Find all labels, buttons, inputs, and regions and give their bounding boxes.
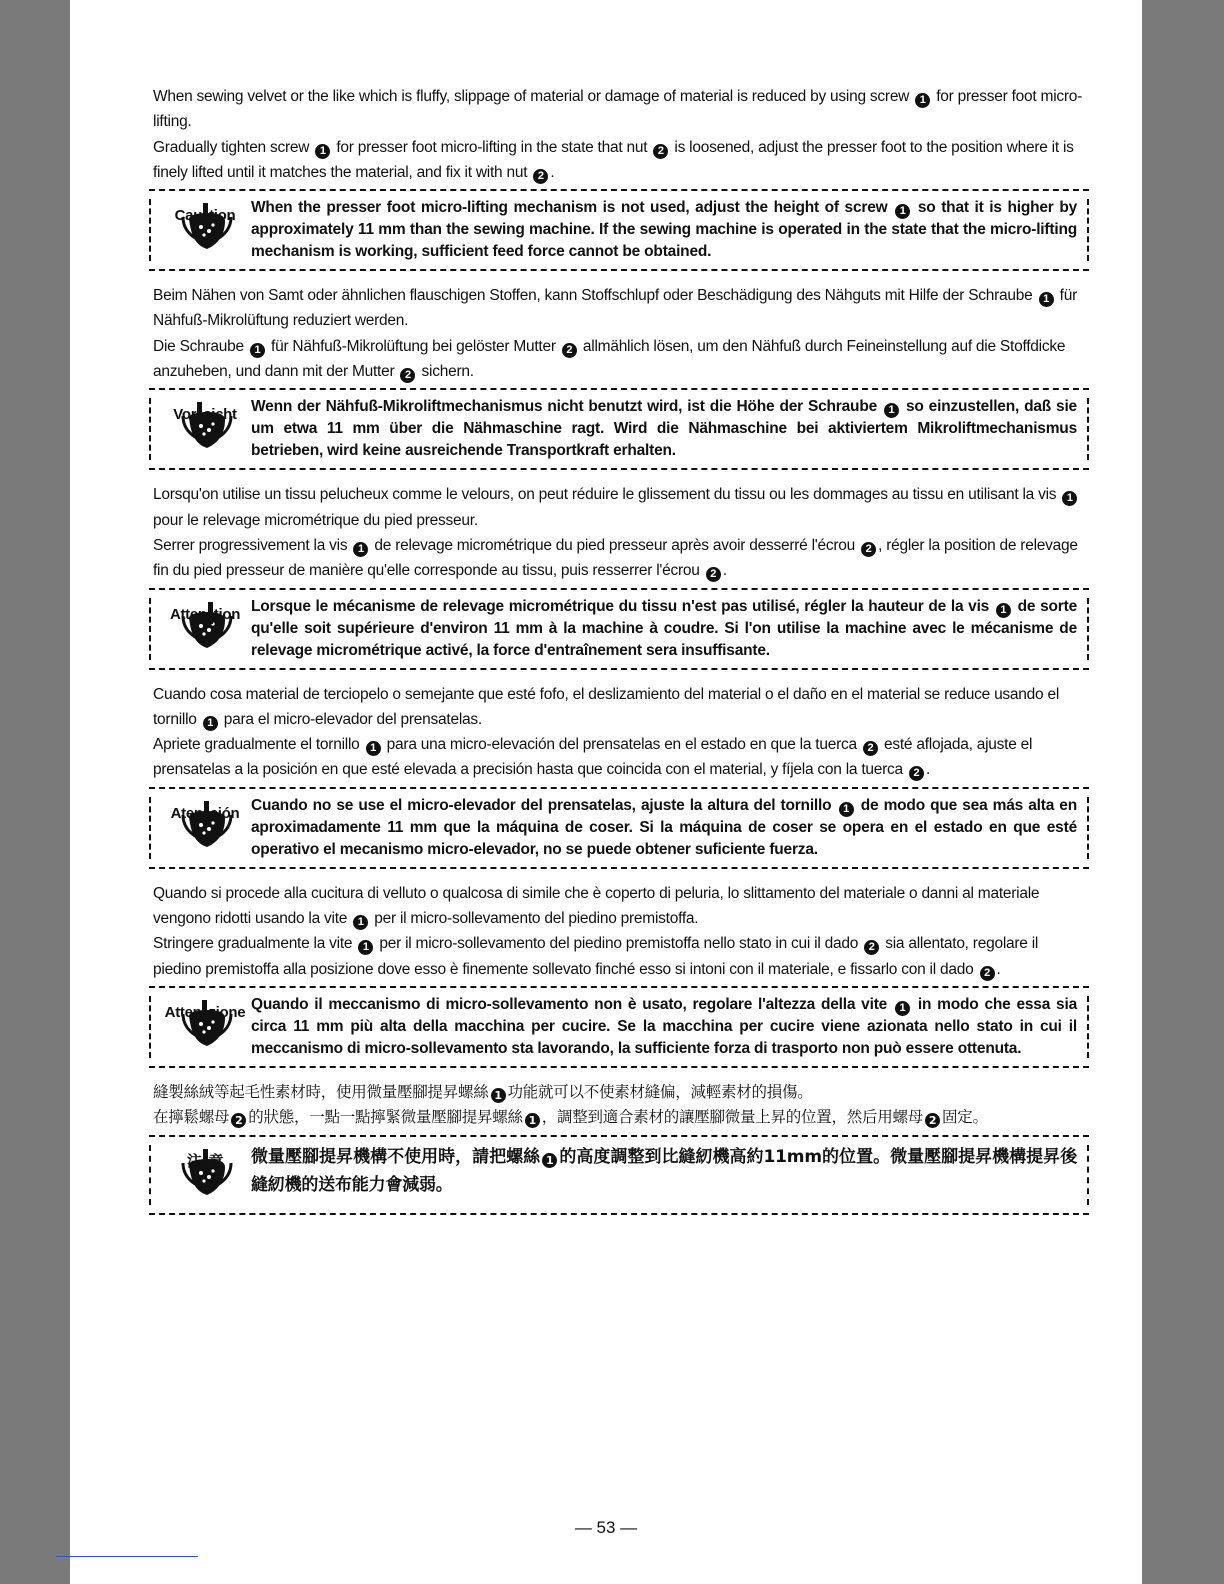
caution-box <box>149 588 1089 670</box>
body-paragraph: Gradually tighten screw 1 for presser foot micro-lifting in the state that nut 2 is loosened, adjust the presser foot to the position where it is finely lifted until it matches the material, and fix it with nut 2 . <box>153 138 1074 182</box>
part-number-1: 1 <box>315 144 330 159</box>
part-number-1: 1 <box>250 343 265 358</box>
caution-label: Aten ción <box>159 801 251 823</box>
part-number-2: 2 <box>925 1113 940 1128</box>
caution-box <box>149 1135 1089 1215</box>
body-paragraph: Quando si procede alla cucitura di velluto o qualcosa di simile che è coperto di peluria, lo slittamento del materiale o danni al materiale vengono ridotti usando la vite 1 per il micro-sollevamento del piedino premistoffa. <box>153 884 1040 929</box>
part-number-1: 1 <box>895 1001 910 1016</box>
part-number-1: 1 <box>366 741 381 756</box>
caution-box <box>149 787 1089 869</box>
part-number-1: 1 <box>895 204 910 219</box>
body-paragraph: Die Schraube 1 für Nähfuß-Mikrolüftung bei gelöster Mutter 2 allmählich lösen, um den Nähfuß durch Feineinstellung auf die Stoffdicke anzuheben, und dann mit der Mutter 2 sichern. <box>153 337 1066 382</box>
body-paragraph: Apriete gradualmente el tornillo 1 para una micro-elevación del prensatelas en el estado en que la tuerca 2 esté aflojada, ajuste el prensatelas a la posición en que esté elevada a precisión hasta que coincida con el material, y fíjela con la tuerca 2 . <box>153 736 1033 780</box>
caution-label: Cau tion <box>159 203 251 225</box>
section-it <box>153 881 1087 1068</box>
body-paragraph: Lorsqu'on utilise un tissu pelucheux comme le velours, on peut réduire le glissement du tissu ou les dommages au tissu en utilisant la vis 1 pour le relevage micrométrique du pied presseur. <box>153 482 1087 533</box>
content <box>153 84 1087 1227</box>
caution-label: Atten zione <box>159 1000 251 1022</box>
part-number-1: 1 <box>491 1088 506 1103</box>
part-number-1: 1 <box>353 542 368 557</box>
part-number-1: 1 <box>1039 292 1054 307</box>
caution-hand-icon <box>155 994 251 1058</box>
part-number-2: 2 <box>980 966 995 981</box>
caution-hand-icon <box>155 795 251 859</box>
body-paragraph: Stringere gradualmente la vite 1 per il micro-sollevamento del piedino premistoffa nello stato in cui il dado 2 sia allentato, regolare il piedino premistoffa alla posizione dove esso è finemente sollevato finché esso si intoni con il materiale, e fissarlo con il dado 2 . <box>153 935 1039 979</box>
part-number-2: 2 <box>861 542 876 557</box>
part-number-2: 2 <box>909 766 924 781</box>
section-es <box>153 682 1087 869</box>
caution-box <box>149 986 1089 1068</box>
part-number-1: 1 <box>1062 491 1077 506</box>
body-paragraph: Serrer progressivement la vis 1 de relevage micrométrique du pied presseur après avoir desserré l'écrou 2 , régler la position de relevage fin du pied presseur de manière qu'elle corresponde au tissu, puis resserrer l'écrou 2 . <box>153 536 1078 581</box>
part-number-2: 2 <box>706 567 721 582</box>
part-number-2: 2 <box>400 368 415 383</box>
part-number-2: 2 <box>864 940 879 955</box>
part-number-1: 1 <box>353 915 368 930</box>
part-number-1: 1 <box>203 716 218 731</box>
part-number-1: 1 <box>839 802 854 817</box>
body-paragraph: Cuando cosa material de terciopelo o semejante que esté fofo, el deslizamiento del material o el daño en el material se reduce usando el tornillo 1 para el micro-elevador del prensatelas. <box>153 685 1060 729</box>
caution-label: Vor sicht <box>159 402 251 424</box>
part-number-1: 1 <box>358 940 373 955</box>
part-number-1: 1 <box>915 93 930 108</box>
part-number-1: 1 <box>884 403 899 418</box>
section-en <box>153 84 1087 271</box>
part-number-2: 2 <box>231 1113 246 1128</box>
part-number-2: 2 <box>863 741 878 756</box>
part-number-1: 1 <box>542 1153 557 1168</box>
caution-label: Atten tion <box>159 602 251 624</box>
caution-box <box>149 388 1089 470</box>
caution-box <box>149 189 1089 271</box>
part-number-2: 2 <box>533 169 548 184</box>
caution-hand-icon <box>155 197 251 261</box>
caution-text: Wenn der Nähfuß-Mikroliftmechanismus nicht benutzt wird, ist die Höhe der Schraube 1 so einzustellen, daß sie um etwa 11 mm über die Nähmaschine ragt. Wird die Nähmaschine bei aktiviertem Mikroliftmechanismus betrieben, wird keine ausreichende Transportkraft erhalten. <box>251 398 1077 460</box>
manual-page <box>70 0 1142 1584</box>
part-number-2: 2 <box>653 144 668 159</box>
caution-hand-icon <box>155 596 251 660</box>
caution-hand-icon <box>155 396 251 460</box>
part-number-2: 2 <box>562 343 577 358</box>
page-number: — 53 — <box>574 1518 638 1537</box>
body-paragraph: 在擰鬆螺母 2 的狀態，一點一點擰緊微量壓腳提昇螺絲 1 ，調整到適合素材的讓壓腳微量上昇的位置，然后用螺母 2 固定。 <box>153 1108 988 1128</box>
section-fr <box>153 482 1087 669</box>
caution-text: 微量壓腳提昇機構不使用時，請把螺絲 1 的高度調整到比縫紉機高約11mm的位置。微量壓腳提昇機構提昇後縫紉機的送布能力會減弱。 <box>251 1146 1077 1195</box>
section-zh <box>153 1080 1087 1215</box>
caution-text: Lorsque le mécanisme de relevage micrométrique du tissu n'est pas utilisé, régler la hauteur de la vis 1 de sorte qu'elle soit supérieure d'environ 11 mm à la machine à coudre. Si l'on utilise la machine avec le mécanisme de relevage micrométrique activé, la force d'entraînement sera insuffisante. <box>251 597 1077 659</box>
caution-label: 注 意 <box>159 1149 251 1171</box>
part-number-1: 1 <box>996 603 1011 618</box>
edge-line <box>56 1556 198 1557</box>
body-paragraph: When sewing velvet or the like which is fluffy, slippage of material or damage of material is reduced by using screw 1 for presser foot micro-lifting. <box>153 88 1083 131</box>
caution-text: Cuando no se use el micro-elevador del prensatelas, ajuste la altura del tornillo 1 de modo que sea más alta en aproximadamente 11 mm que la máquina de coser. Si la máquina de coser se opera en el estado en que esté operativo el mecanismo micro-elevador, no se puede obtener suficiente fuerza. <box>251 796 1077 858</box>
section-de <box>153 283 1087 470</box>
caution-text: Quando il meccanismo di micro-sollevamento non è usato, regolare l'altezza della vite 1 in modo che essa sia circa 11 mm più alta della macchina per cucire. Se la macchina per cucire viene azionata nello stato in cui il meccanismo di micro-sollevamento sta lavorando, la sufficiente forza di trasporto non può essere ottenuta. <box>251 995 1077 1057</box>
caution-hand-icon <box>155 1143 251 1207</box>
part-number-1: 1 <box>525 1113 540 1128</box>
body-paragraph: 縫製絲絨等起毛性素材時，使用微量壓腳提昇螺絲 1 功能就可以不使素材縫偏，減輕素材的損傷。 <box>153 1082 813 1102</box>
caution-text: When the presser foot micro-lifting mechanism is not used, adjust the height of screw 1 so that it is higher by approximately 11 mm than the sewing machine. If the sewing machine is operated in the state that the micro-lifting mechanism is working, sufficient feed force cannot be obtained. <box>251 199 1078 261</box>
body-paragraph: Beim Nähen von Samt oder ähnlichen flauschigen Stoffen, kann Stoffschlupf oder Beschädigung des Nähguts mit Hilfe der Schraube 1 für Nähfuß-Mikrolüftung reduziert werden. <box>153 287 1078 330</box>
